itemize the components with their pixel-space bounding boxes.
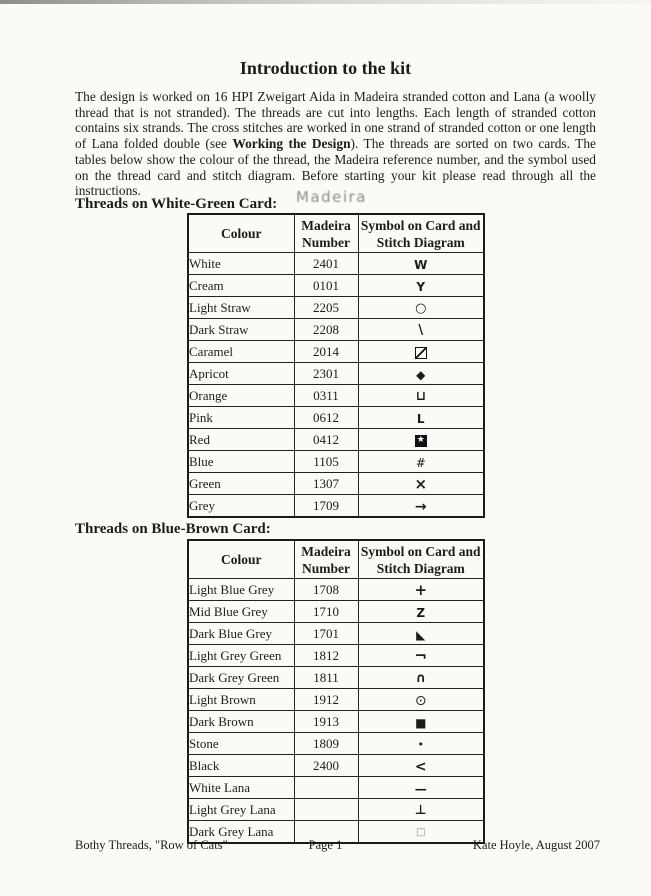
header-line: Symbol on Card and: [360, 217, 481, 233]
header-line: Symbol on Card and: [360, 543, 481, 559]
less-than-icon: <: [414, 758, 427, 775]
number-cell: 1809: [294, 733, 358, 755]
table-row: [188, 689, 484, 711]
symbol-cell: [358, 451, 484, 473]
footer-kit-name: Bothy Threads, "Row of Cats": [75, 838, 228, 852]
symbol-cell: [358, 667, 484, 689]
colour-cell: Pink: [188, 407, 294, 429]
colour-cell: Light Straw: [188, 297, 294, 319]
table-row: [188, 473, 484, 495]
symbol-cell: [358, 341, 484, 363]
symbol-cell: [358, 495, 484, 518]
symbol-cell: [358, 777, 484, 799]
filled-square-icon: ■: [415, 715, 427, 730]
number-cell: 2205: [294, 297, 358, 319]
bold-plus-icon: +: [414, 580, 428, 599]
lower-left-triangle-icon: ◣: [416, 627, 426, 642]
dash-icon: —: [414, 781, 427, 796]
symbol-cell: [358, 711, 484, 733]
column-header-symbol: [358, 540, 484, 579]
colour-cell: Light Grey Lana: [188, 799, 294, 821]
symbol-cell: [358, 473, 484, 495]
backslash-icon: \: [418, 323, 424, 339]
colour-cell: Cream: [188, 275, 294, 297]
table-row: [188, 253, 484, 275]
number-cell: 2400: [294, 755, 358, 777]
table2-header-row: [188, 540, 484, 579]
circle-outline-icon: ○: [415, 301, 427, 317]
column-header-symbol: [358, 214, 484, 253]
number-cell: 1811: [294, 667, 358, 689]
header-line: Number: [302, 234, 350, 250]
number-cell: 2014: [294, 341, 358, 363]
colour-cell: White: [188, 253, 294, 275]
table-row: [188, 319, 484, 341]
number-cell: 0311: [294, 385, 358, 407]
symbol-cell: [358, 429, 484, 451]
table-row: [188, 363, 484, 385]
colour-cell: Red: [188, 429, 294, 451]
number-cell: 1912: [294, 689, 358, 711]
blue-brown-card-table: [187, 539, 485, 844]
number-cell: 1701: [294, 623, 358, 645]
number-cell: 1307: [294, 473, 358, 495]
number-cell: 0612: [294, 407, 358, 429]
table-row: [188, 407, 484, 429]
scan-artifact-top-edge: [0, 0, 651, 4]
table-row: [188, 667, 484, 689]
header-line: Number: [302, 560, 350, 576]
number-cell: 2401: [294, 253, 358, 275]
symbol-cell: [358, 579, 484, 601]
number-cell: 1708: [294, 579, 358, 601]
star-in-filled-square-icon: ★: [416, 435, 425, 446]
colour-cell: White Lana: [188, 777, 294, 799]
colour-cell: Dark Grey Lana: [188, 821, 294, 844]
table-row: [188, 275, 484, 297]
header-line: Stitch Diagram: [376, 560, 465, 576]
table-row: [188, 711, 484, 733]
colour-cell: Dark Straw: [188, 319, 294, 341]
bold-z-icon: Z: [416, 605, 426, 620]
colour-cell: Dark Blue Grey: [188, 623, 294, 645]
table-row: [188, 341, 484, 363]
table1-header-row: [188, 214, 484, 253]
colour-cell: Apricot: [188, 363, 294, 385]
number-cell: 0101: [294, 275, 358, 297]
intro-text-1: The design is worked on 16 HPI Zweigart Aida in Madeira stranded cotton and Lana (a woolly thread that is not stranded). The threads are cut into lengths. Each length of stranded cotton contains six strands. The cross stitches are worked in one strand of stranded cotton or one length of Lana folded double (see: [75, 89, 596, 152]
colour-cell: Light Grey Green: [188, 645, 294, 667]
symbol-cell: [358, 407, 484, 429]
number-cell: 1709: [294, 495, 358, 518]
table-row: [188, 799, 484, 821]
up-tack-icon: ⊥: [414, 803, 427, 819]
small-dot-icon: •: [417, 738, 424, 752]
hash-icon: #: [415, 455, 426, 470]
table2-heading: Threads on Blue-Brown Card:: [75, 521, 271, 537]
table-row: [188, 645, 484, 667]
footer-author-date: Kate Hoyle, August 2007: [472, 838, 600, 852]
symbol-cell: [358, 297, 484, 319]
arch-icon: ∩: [415, 671, 427, 687]
symbol-cell: [358, 253, 484, 275]
colour-cell: Mid Blue Grey: [188, 601, 294, 623]
symbol-cell: [358, 319, 484, 341]
symbol-cell: [358, 645, 484, 667]
table-row: [188, 297, 484, 319]
right-arrow-icon: →: [414, 498, 427, 515]
intro-text-2: ). The threads are sorted on two cards. The tables below show the colour of the thread, the Madeira reference number, and the symbol used on the thread card and stitch diagram. Before starting your kit please read through all the instructions.: [75, 136, 596, 199]
table-row: [188, 755, 484, 777]
number-cell: [294, 777, 358, 799]
white-green-card-table: [187, 213, 485, 518]
bold-w-icon: W: [414, 257, 428, 272]
header-line: Madeira: [301, 543, 351, 559]
table-row: [188, 429, 484, 451]
column-header-madeira-number: [294, 214, 358, 253]
page-title: Introduction to the kit: [239, 58, 412, 78]
colour-cell: Stone: [188, 733, 294, 755]
table-row: [188, 623, 484, 645]
open-top-square-icon: ⊔: [415, 389, 426, 405]
colour-cell: Dark Brown: [188, 711, 294, 733]
number-cell: 0412: [294, 429, 358, 451]
colour-cell: Black: [188, 755, 294, 777]
symbol-cell: [358, 799, 484, 821]
symbol-cell: [358, 385, 484, 407]
madeira-pencil-annotation: Madeira: [296, 188, 367, 206]
number-cell: 1913: [294, 711, 358, 733]
intro-bold-phrase: Working the Design: [232, 136, 351, 152]
square-outline-icon: □: [416, 826, 426, 838]
column-header-colour: Colour: [188, 214, 294, 253]
table1-heading: Threads on White-Green Card:: [75, 196, 278, 212]
symbol-cell: [358, 733, 484, 755]
symbol-cell: [358, 275, 484, 297]
number-cell: 1105: [294, 451, 358, 473]
table-row: [188, 733, 484, 755]
colour-cell: Dark Grey Green: [188, 667, 294, 689]
header-line: Stitch Diagram: [376, 234, 465, 250]
table-row: [188, 601, 484, 623]
bold-y-icon: Y: [416, 279, 426, 294]
circled-dot-icon: ⊙: [414, 692, 427, 709]
colour-cell: Light Brown: [188, 689, 294, 711]
table-row: [188, 777, 484, 799]
filled-diamond-icon: ◆: [416, 367, 426, 382]
column-header-madeira-number: [294, 540, 358, 579]
number-cell: 1812: [294, 645, 358, 667]
symbol-cell: [358, 601, 484, 623]
table-row: [188, 451, 484, 473]
number-cell: 1710: [294, 601, 358, 623]
table-row: [188, 385, 484, 407]
header-line: Madeira: [301, 217, 351, 233]
colour-cell: Caramel: [188, 341, 294, 363]
symbol-cell: [358, 755, 484, 777]
footer-page-number: Page 1: [308, 838, 343, 852]
block-l-icon: L: [416, 411, 425, 426]
colour-cell: Blue: [188, 451, 294, 473]
symbol-cell: [358, 363, 484, 385]
intro-paragraph: [75, 89, 596, 199]
table-row: [188, 579, 484, 601]
diagonal-cross-icon: ×: [414, 474, 428, 493]
number-cell: [294, 799, 358, 821]
symbol-cell: [358, 689, 484, 711]
column-header-colour: Colour: [188, 540, 294, 579]
symbol-cell: [358, 623, 484, 645]
colour-cell: Green: [188, 473, 294, 495]
number-cell: 2208: [294, 319, 358, 341]
table-row: [188, 495, 484, 518]
colour-cell: Grey: [188, 495, 294, 518]
top-right-corner-icon: ¬: [414, 646, 428, 665]
number-cell: 2301: [294, 363, 358, 385]
colour-cell: Light Blue Grey: [188, 579, 294, 601]
colour-cell: Orange: [188, 385, 294, 407]
square-with-diagonal-icon: [415, 347, 427, 359]
